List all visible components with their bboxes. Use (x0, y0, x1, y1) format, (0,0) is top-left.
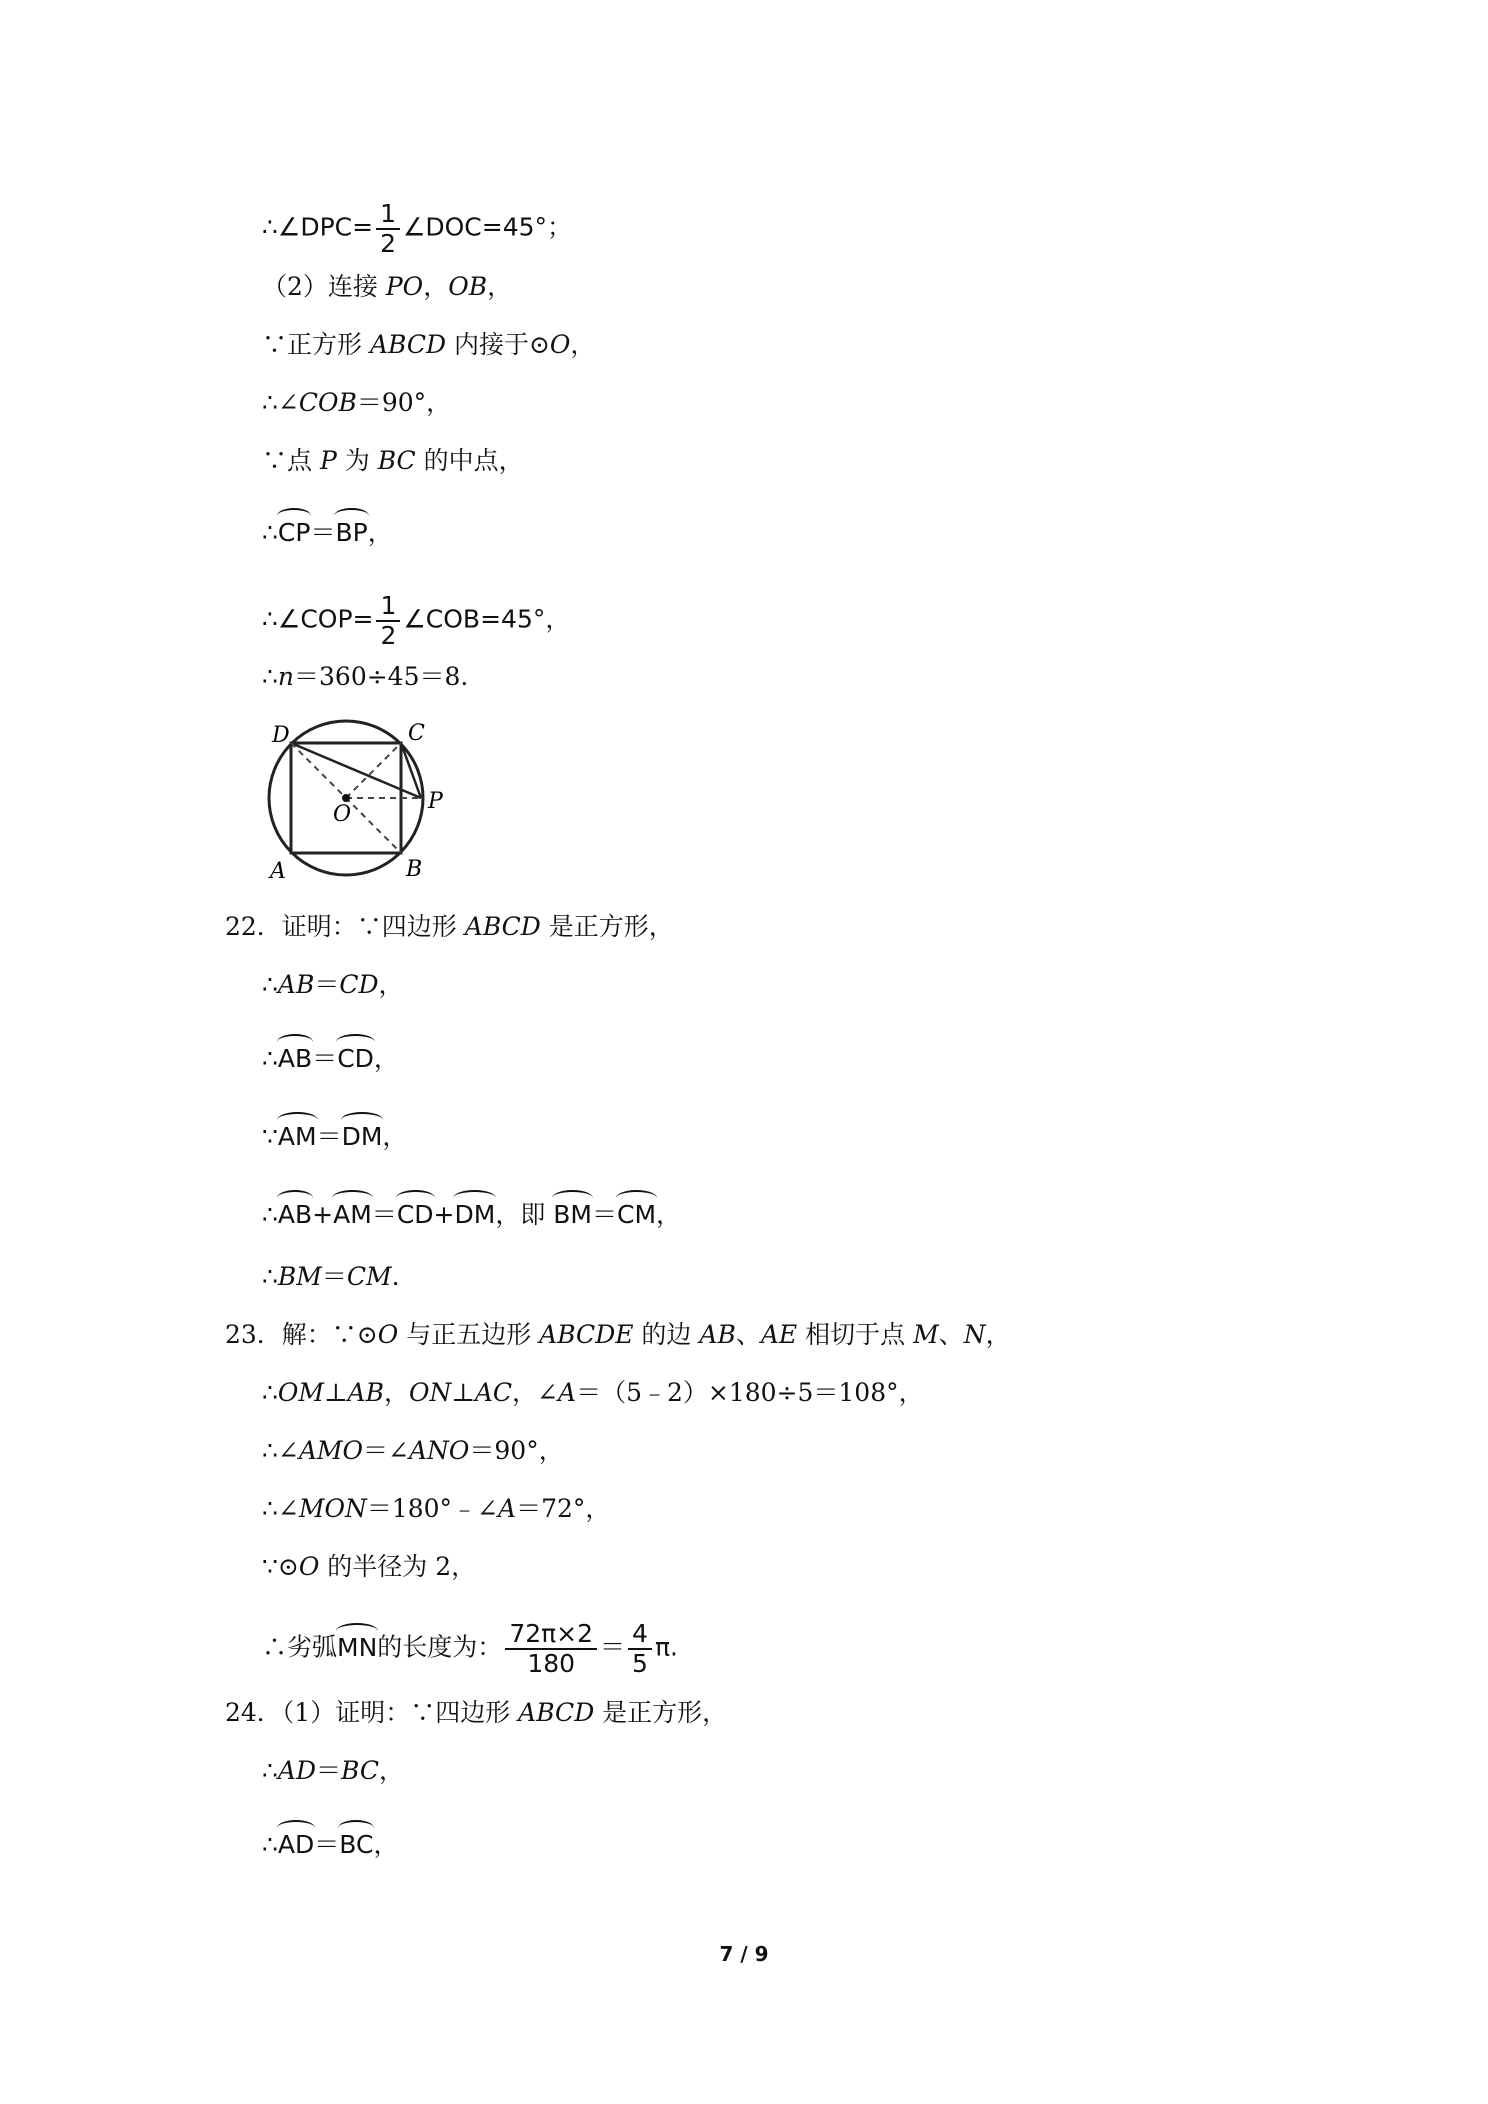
line-ab-eq-cd: ∴AB＝CD， (262, 970, 404, 999)
line-arc-ab-cd: ∴AB＝CD， (262, 1044, 399, 1073)
question-24: 24．（1）证明：∵四边形 ABCD 是正方形， (225, 1698, 728, 1727)
label-o: O (333, 802, 352, 827)
line-arc-am-dm: ∵AM＝DM， (262, 1122, 408, 1151)
label-b: B (406, 857, 423, 882)
line-angle-dpc: ∴∠DPC= $\frac{1}{2}$ ∠DOC=45°； (262, 199, 573, 258)
line-midpoint-p: ∵点 P 为 BC 的中点， (262, 446, 524, 475)
line-ad-eq-bc: ∴AD＝BC， (262, 1756, 405, 1785)
arc-mn: MN (337, 1632, 378, 1662)
arc-cp: CP (277, 518, 311, 547)
label-d: D (272, 723, 290, 748)
line-square-inscribed: ∵正方形 ABCD 内接于⊙O， (262, 330, 596, 359)
arc-ab: AB (277, 1044, 313, 1073)
label-p: P (428, 789, 443, 814)
fraction-arc-length: $\frac{72\pi\times 2}{180}$ (505, 1620, 597, 1678)
fraction-four-fifths: $\frac{4}{5}$ (628, 1620, 652, 1678)
label-c: C (408, 721, 425, 746)
arc-bc: BC (339, 1830, 374, 1859)
question-22: 22．证明：∵四边形 ABCD 是正方形， (225, 912, 674, 941)
line-perpendicular: ∴OM⊥AB，ON⊥AC，∠A＝（5﹣2）×180÷5＝108°， (262, 1378, 924, 1407)
line-angle-cop: ∴∠COP= $\frac{1}{2}$ ∠COB=45°， (262, 591, 571, 650)
circle-square-diagram (258, 712, 468, 892)
line-arc-sum: ∴AB+AM＝CD+DM，即 BM＝CM， (262, 1200, 682, 1229)
line-bm-eq-cm: ∴BM＝CM. (262, 1262, 400, 1291)
arc-cd: CD (337, 1044, 374, 1073)
line-arc-ad-bc: ∴AD＝BC， (262, 1830, 399, 1859)
page-number: 7 / 9 (719, 1942, 769, 1966)
question-23: 23．解：∵⊙O 与正五边形 ABCDE 的边 AB、AE 相切于点 M、N， (225, 1320, 1011, 1349)
center-point-o (342, 794, 350, 802)
line-arc-cp-bp: ∴CP＝BP， (262, 518, 393, 547)
line-angle-mon: ∴∠MON＝180°﹣∠A＝72°， (262, 1494, 611, 1523)
label-a: A (270, 859, 286, 884)
line-angle-cob: ∴∠COB＝90°， (262, 388, 452, 417)
line-angle-amo: ∴∠AMO＝∠ANO＝90°， (262, 1436, 564, 1465)
line-radius: ∵⊙O 的半径为 2， (262, 1552, 477, 1581)
fraction-half: $\frac{1}{2}$ (376, 200, 400, 258)
line-connect-po-ob: （2）连接 PO，OB， (262, 272, 513, 301)
arc-am: AM (277, 1122, 317, 1151)
line-n-equals-8: ∴n＝360÷45＝8. (262, 662, 469, 691)
fraction-half: $\frac{1}{2}$ (376, 592, 400, 650)
arc-bp: BP (335, 518, 368, 547)
line-arc-length: ∴劣弧MN的长度为： $\frac{72\pi\times 2}{180}$ ＝ $\frac{4}{5}$ π. (262, 1619, 678, 1678)
arc-dm: DM (341, 1122, 383, 1151)
arc-ad: AD (277, 1830, 315, 1859)
